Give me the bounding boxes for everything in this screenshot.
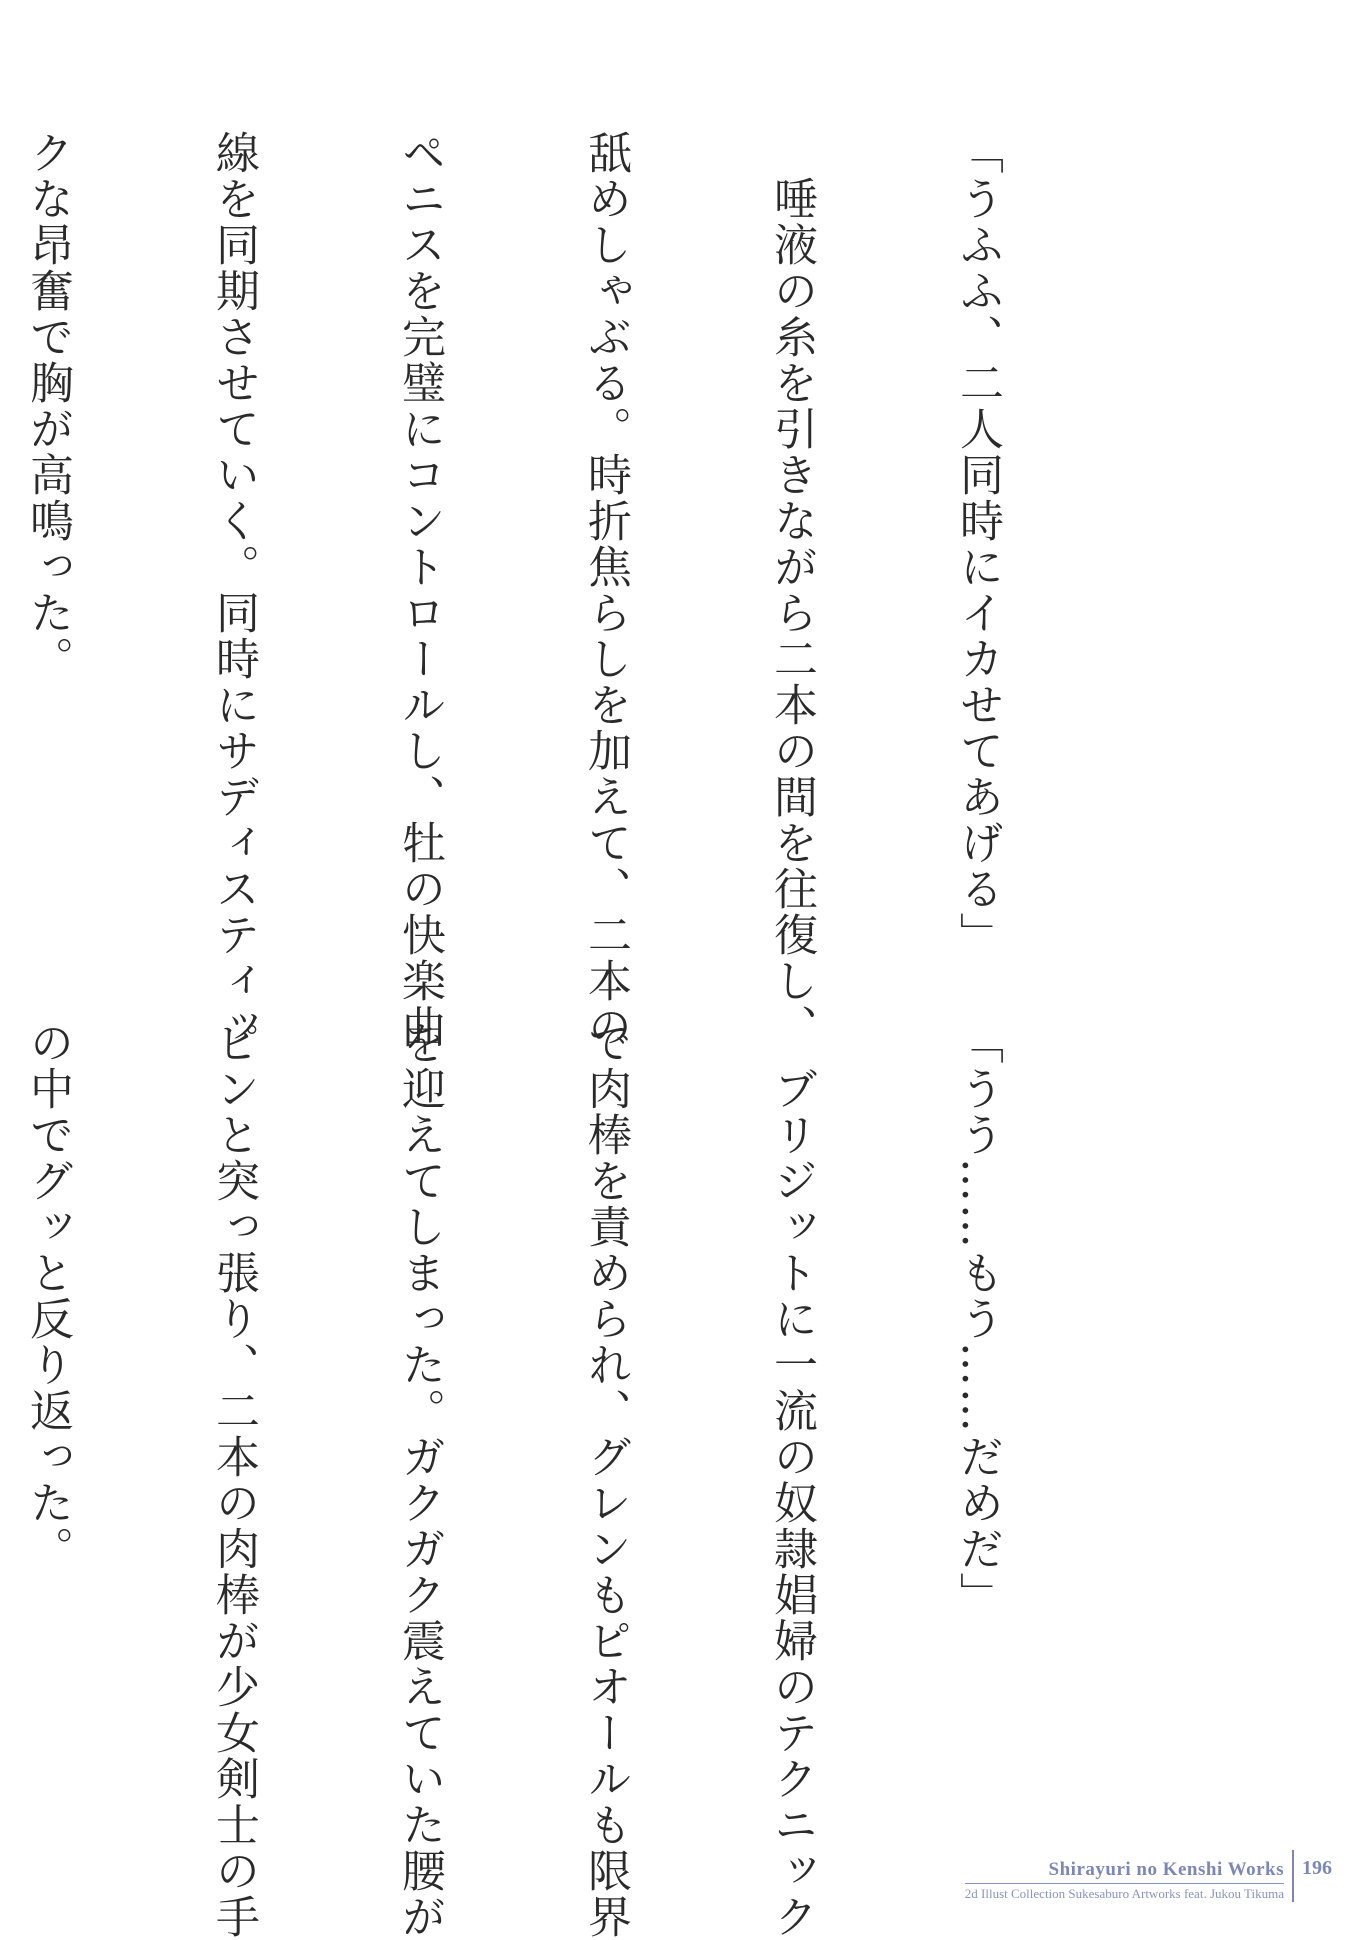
page-footer [965, 1842, 1332, 1902]
text-line: を迎えてしまった。ガクガク震えていた腰が [394, 1020, 445, 1940]
footer-title: Shirayuri no Kenshi Works [1048, 1859, 1284, 1880]
text-line: ブリジットに一流の奴隷娼婦のテクニック [766, 1020, 817, 1940]
text-line: 唾液の糸を引きながら二本の間を往復し、 [766, 130, 817, 1050]
footer-subtitle: 2d Illust Collection Sukesaburo Artworks feat. Jukou Tikuma [965, 1883, 1284, 1902]
page-number: 196 [1302, 1857, 1332, 1879]
text-line: ピンと突っ張り、二本の肉棒が少女剣士の手 [208, 1020, 259, 1940]
text-line: 「うふふ、二人同時にイカせてあげる」 [952, 130, 1003, 958]
text-line: クな昂奮で胸が高鳴った。 [22, 130, 73, 682]
text-line: 「うう……もう……だめだ」 [952, 1020, 1003, 1618]
text-line: 舐めしゃぶる。時折焦らしを加えて、二本の [580, 130, 631, 1050]
text-line: 線を同期させていく。同時にサディスティッ [208, 130, 259, 1050]
footer-text [965, 1859, 1292, 1902]
text-line: の中でグッと反り返った。 [22, 1020, 73, 1572]
text-line: で肉棒を責められ、グレンもピオールも限界 [580, 1020, 631, 1940]
text-line: ペニスを完璧にコントロールし、牡の快楽曲 [394, 130, 445, 1050]
text-block-top [0, 130, 1132, 1050]
